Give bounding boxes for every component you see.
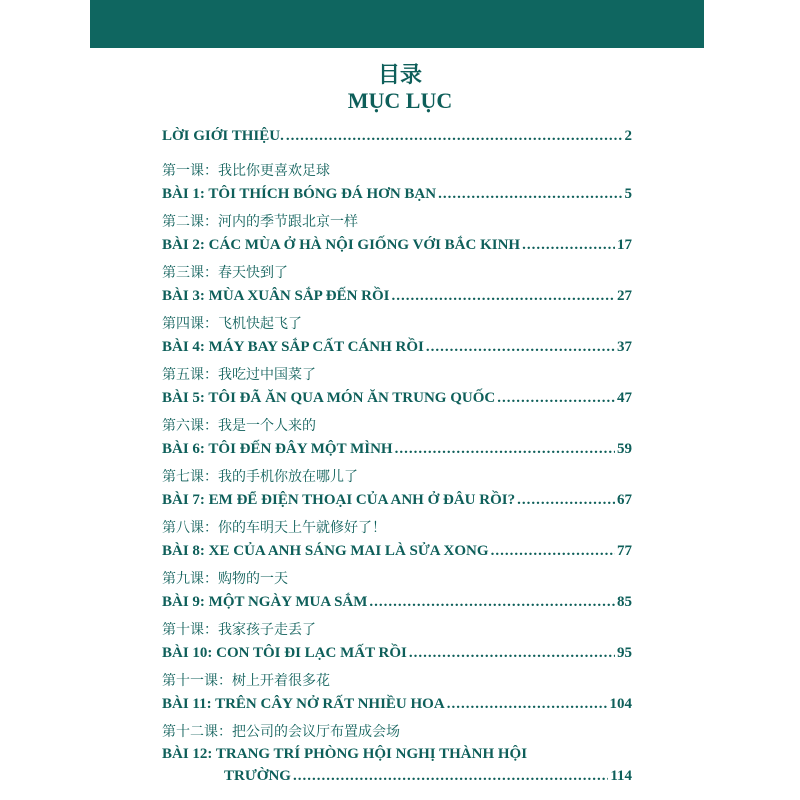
toc-entry-lesson-1[interactable] <box>162 160 632 211</box>
toc-entry-lesson-4[interactable] <box>162 313 632 364</box>
toc-chinese-title: 第七课：我的手机你放在哪儿了 <box>162 469 358 485</box>
toc-entry-intro[interactable] <box>162 124 632 148</box>
toc-chinese-title: 第三课：春天快到了 <box>162 265 288 281</box>
toc-vietnamese-row <box>162 590 632 614</box>
toc-page-number: 59 <box>617 441 632 457</box>
toc-page-number: 5 <box>624 186 632 202</box>
toc-vietnamese-title: BÀI 8: XE CỦA ANH SÁNG MAI LÀ SỬA XONG <box>162 543 489 559</box>
toc-vietnamese-title: BÀI 6: TÔI ĐẾN ĐÂY MỘT MÌNH <box>162 441 393 457</box>
toc-vietnamese-title: BÀI 10: CON TÔI ĐI LẠC MẤT RỒI <box>162 645 407 661</box>
toc-page-number: 27 <box>617 288 632 304</box>
toc-entry-lesson-3[interactable] <box>162 262 632 313</box>
toc-vietnamese-row <box>162 488 632 512</box>
toc-chinese-title: 第四课：飞机快起飞了 <box>162 316 302 332</box>
toc-vietnamese-row <box>162 539 632 563</box>
toc-vietnamese-row <box>162 182 632 206</box>
dot-leader <box>369 590 615 614</box>
toc-entry-lesson-9[interactable] <box>162 568 632 619</box>
dot-leader <box>293 765 608 787</box>
toc-vietnamese-title: BÀI 11: TRÊN CÂY NỞ RẤT NHIỀU HOA <box>162 696 445 712</box>
dot-leader <box>497 386 615 410</box>
page-title-chinese: 目录 <box>377 62 422 88</box>
page-title: MỤC LỤC <box>347 88 453 113</box>
toc-vietnamese-title: BÀI 7: EM ĐỂ ĐIỆN THOẠI CỦA ANH Ở ĐÂU RỒI? <box>162 492 516 508</box>
toc-vietnamese-row <box>162 386 632 410</box>
toc-vietnamese-title: BÀI 1: TÔI THÍCH BÓNG ĐÁ HƠN BẠN <box>162 186 437 202</box>
toc-page-number: 85 <box>617 594 632 610</box>
toc-chinese-title: 第二课：河内的季节跟北京一样 <box>162 214 358 230</box>
toc-page-number: 104 <box>609 696 632 712</box>
toc-page-number: 67 <box>617 492 632 508</box>
toc-vietnamese-title: BÀI 3: MÙA XUÂN SẮP ĐẾN RỒI <box>162 288 390 304</box>
toc-chinese-title: 第十课：我家孩子走丢了 <box>162 622 316 638</box>
toc-page-number: 114 <box>610 768 632 784</box>
toc-vietnamese-row <box>162 233 632 257</box>
toc-chinese-title: 第六课：我是一个人来的 <box>162 418 316 434</box>
dot-leader <box>491 539 615 563</box>
toc-entry-lesson-2[interactable] <box>162 211 632 262</box>
toc-entry-lesson-6[interactable] <box>162 415 632 466</box>
dot-leader <box>395 437 615 461</box>
toc-page-number: 37 <box>617 339 632 355</box>
dot-leader <box>522 233 615 257</box>
toc-entry-lesson-5[interactable] <box>162 364 632 415</box>
dot-leader <box>426 335 615 359</box>
dot-leader <box>392 284 615 308</box>
toc-page-number: 47 <box>617 390 632 406</box>
toc-vietnamese-title: BÀI 4: MÁY BAY SẮP CẤT CÁNH RỒI <box>162 339 424 355</box>
toc-page-number: 77 <box>617 543 632 559</box>
toc-vietnamese-title: BÀI 9: MỘT NGÀY MUA SẮM <box>162 594 368 610</box>
toc-vietnamese-row <box>162 335 632 359</box>
toc-entry-label: TRƯỜNG <box>224 768 291 784</box>
toc-chinese-title: 第十二课：把公司的会议厅布置成会场 <box>162 724 400 740</box>
toc-chinese-title: 第九课：购物的一天 <box>162 571 288 587</box>
toc-vietnamese-title: BÀI 5: TÔI ĐÃ ĂN QUA MÓN ĂN TRUNG QUỐC <box>162 390 496 406</box>
toc-entry-lesson-11[interactable] <box>162 670 632 721</box>
toc-page-number: 17 <box>617 237 632 253</box>
toc-entry-label: LỜI GIỚI THIỆU. <box>162 128 284 144</box>
toc-vietnamese-row <box>162 641 632 665</box>
toc-vietnamese-title: BÀI 2: CÁC MÙA Ở HÀ NỘI GIỐNG VỚI BẮC KINH <box>162 237 521 253</box>
toc-entry-lesson-7[interactable] <box>162 466 632 517</box>
table-of-contents <box>162 124 632 787</box>
toc-chinese-title: 第一课：我比你更喜欢足球 <box>162 163 330 179</box>
dot-leader <box>447 692 608 716</box>
toc-vietnamese-row <box>162 284 632 308</box>
toc-entry-lesson-12[interactable] <box>162 721 632 787</box>
toc-vietnamese-row <box>162 692 632 716</box>
dot-leader <box>409 641 615 665</box>
toc-page-number: 95 <box>617 645 632 661</box>
toc-entry-lesson-8[interactable] <box>162 517 632 568</box>
toc-chinese-title: 第五课：我吃过中国菜了 <box>162 367 316 383</box>
toc-chinese-title: 第十一课：树上开着很多花 <box>162 673 330 689</box>
toc-vietnamese-row <box>162 437 632 461</box>
dot-leader <box>286 124 623 148</box>
dot-leader <box>517 488 615 512</box>
toc-chinese-title: 第八课：你的车明天上午就修好了！ <box>162 520 386 536</box>
dot-leader <box>438 182 622 206</box>
toc-page-number: 2 <box>624 128 632 144</box>
toc-vietnamese-title-continued <box>162 765 632 787</box>
toc-vietnamese-title: BÀI 12: TRANG TRÍ PHÒNG HỘI NGHỊ THÀNH HỘI <box>162 746 528 762</box>
header-banner <box>90 0 704 48</box>
toc-entry-lesson-10[interactable] <box>162 619 632 670</box>
